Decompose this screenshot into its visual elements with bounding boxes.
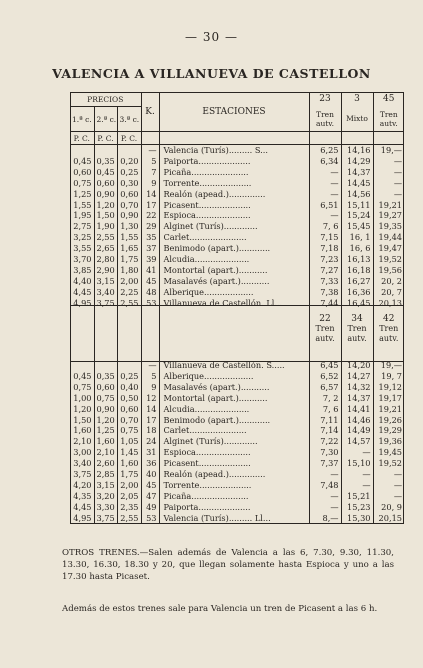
price-second: 2,10 [94, 447, 117, 458]
time-cell: 19,47 [373, 243, 404, 254]
price-third: 0,75 [117, 425, 141, 436]
price-second: 1,25 [94, 425, 117, 436]
price-second: 0,60 [94, 382, 117, 393]
km-cell: 39 [141, 254, 159, 265]
price-first: 4,95 [73, 512, 92, 523]
train-number: 45 [373, 92, 404, 107]
table-row [70, 156, 404, 167]
train-type: Mixto [341, 107, 373, 132]
class-header: 1.ª c. [70, 107, 94, 132]
time-cell: — [341, 469, 373, 480]
time-cell: 15,23 [341, 502, 373, 513]
price-first: 1,55 [73, 199, 92, 210]
time-cell: — [373, 469, 404, 480]
time-cell: 7,44 [309, 298, 341, 309]
train-number: 22 [319, 314, 331, 324]
table-row [70, 287, 404, 298]
time-cell: 20,13 [373, 298, 404, 309]
price-third: 0,40 [117, 382, 141, 393]
table-row [70, 469, 404, 480]
time-cell: 14,41 [341, 404, 373, 415]
time-cell: 6,45 [309, 360, 341, 371]
time-cell: 16,13 [341, 254, 373, 265]
time-cell: 15,11 [341, 200, 373, 211]
price-second: 0,35 [94, 156, 117, 167]
table-row [70, 265, 404, 276]
price-second: 2,55 [94, 232, 117, 243]
km-cell: 48 [141, 287, 159, 298]
time-cell: — [309, 210, 341, 221]
km-cell: 41 [141, 265, 159, 276]
price-third: 0,20 [117, 156, 141, 167]
price-first: 0,75 [73, 177, 92, 188]
time-cell: 7,11 [309, 415, 341, 426]
train-number: 42 [383, 314, 395, 324]
km-cell: 14 [141, 404, 159, 415]
price-first: 1,60 [73, 425, 92, 436]
train-type: Tren autv. [315, 324, 335, 343]
station-name: Paiporta.................... [159, 502, 309, 513]
price-third: 0,60 [117, 404, 141, 415]
table-row [70, 243, 404, 254]
price-second: 1,20 [94, 415, 117, 426]
time-cell: 14,56 [341, 189, 373, 200]
station-name: Torrente.................... [159, 178, 309, 189]
price-third: 1,30 [117, 221, 141, 232]
km-cell: 47 [141, 491, 159, 502]
station-name: Alginet (Turís)............. [159, 436, 309, 447]
price-first: 2,10 [73, 436, 92, 447]
table-row [70, 276, 404, 287]
price-third: 1,55 [117, 232, 141, 243]
price-third: 2,35 [117, 502, 141, 513]
time-cell: 19,21 [373, 404, 404, 415]
station-name: Valencia (Turís)......... S... [159, 145, 309, 156]
table-row [70, 513, 404, 524]
time-cell: 6,25 [309, 145, 341, 156]
time-cell: 7,15 [309, 232, 341, 243]
price-first: 1,95 [73, 210, 92, 221]
price-first: 0,75 [73, 381, 92, 392]
time-cell: 7,14 [309, 425, 341, 436]
time-cell: — [309, 167, 341, 178]
price-first: 0,60 [73, 166, 92, 177]
time-cell: — [341, 447, 373, 458]
train-number: 3 [341, 92, 373, 107]
price-first: 4,95 [73, 297, 92, 308]
table-row [70, 167, 404, 178]
time-cell: — [373, 156, 404, 167]
station-name: Picasent.................... [159, 458, 309, 469]
price-third: 1,45 [117, 447, 141, 458]
time-cell: 7,37 [309, 458, 341, 469]
km-cell: 31 [141, 447, 159, 458]
price-third: 1,80 [117, 265, 141, 276]
station-name: Valencia (Turís)......... Ll... [159, 513, 309, 524]
station-name: Alginet (Turís)............. [159, 221, 309, 232]
time-cell: 7,38 [309, 287, 341, 298]
time-cell: 15,30 [341, 513, 373, 524]
price-second: 3,20 [94, 491, 117, 502]
price-third: 2,55 [117, 513, 141, 524]
time-cell: 15,21 [341, 491, 373, 502]
time-cell: 19,21 [373, 200, 404, 211]
station-name: Villanueva de Castellón. S..... [159, 360, 309, 371]
train-type: Tren autv. [347, 324, 367, 343]
table-row [70, 189, 404, 200]
price-first: 1,00 [73, 392, 92, 403]
price-first: 4,45 [73, 286, 92, 297]
price-second: 3,15 [94, 276, 117, 287]
km-cell: 45 [141, 276, 159, 287]
price-second: 0,45 [94, 167, 117, 178]
price-third: 2,05 [117, 491, 141, 502]
price-second: 3,75 [94, 513, 117, 524]
station-name: Picasent.................... [159, 200, 309, 211]
time-cell: 6,57 [309, 382, 341, 393]
km-cell: 49 [141, 502, 159, 513]
table-row [70, 145, 404, 156]
price-first: 0,45 [73, 155, 92, 166]
time-cell: 19,26 [373, 415, 404, 426]
km-cell: 53 [141, 513, 159, 524]
price-first [70, 360, 94, 371]
price-third: 0,90 [117, 210, 141, 221]
km-cell: 14 [141, 189, 159, 200]
time-cell: — [309, 502, 341, 513]
timetable-header [70, 92, 404, 145]
price-first: 4,40 [73, 275, 92, 286]
pc-label: P. C. [94, 132, 117, 145]
time-cell: 7,22 [309, 436, 341, 447]
station-name: Realón (apead.).............. [159, 469, 309, 480]
class-header: 3.ª c. [117, 107, 141, 132]
time-cell: 20, 2 [373, 276, 404, 287]
time-cell: 14,37 [341, 393, 373, 404]
time-cell: 7,27 [309, 265, 341, 276]
price-third: 0,70 [117, 200, 141, 211]
km-cell: 40 [141, 469, 159, 480]
price-second: 0,90 [94, 404, 117, 415]
price-first: 3,85 [73, 264, 92, 275]
time-cell: 16, 6 [341, 243, 373, 254]
time-cell: — [341, 480, 373, 491]
table-row [70, 458, 404, 469]
km-cell: 24 [141, 436, 159, 447]
price-second: 2,65 [94, 243, 117, 254]
price-third: 1,75 [117, 254, 141, 265]
price-second: 3,15 [94, 480, 117, 491]
km-cell: 37 [141, 243, 159, 254]
table-row [70, 480, 404, 491]
precios-label: PRECIOS [87, 94, 124, 104]
time-cell: — [309, 491, 341, 502]
time-cell: 19,52 [373, 458, 404, 469]
time-cell: 20, 9 [373, 502, 404, 513]
table-row [70, 371, 404, 382]
table-row [70, 200, 404, 211]
time-cell: 19,12 [373, 382, 404, 393]
price-first: 3,25 [73, 232, 92, 243]
km-cell: 5 [141, 156, 159, 167]
time-cell: 14,29 [341, 156, 373, 167]
class-header: 2.ª c. [94, 107, 117, 132]
price-second [94, 360, 117, 371]
time-cell: 7,30 [309, 447, 341, 458]
km-header: K. [141, 92, 159, 132]
time-cell: 19,36 [373, 436, 404, 447]
table-row [70, 491, 404, 502]
station-name: Picaña...................... [159, 491, 309, 502]
train-type: Tren autv. [309, 107, 341, 132]
price-third: 2,00 [117, 480, 141, 491]
timetable-section-outbound [70, 145, 404, 309]
note-ademas: Además de estos trenes sale para Valencia un tren de Picasent a las 6 h. [62, 603, 378, 614]
km-cell: 36 [141, 458, 159, 469]
price-second: 3,30 [94, 502, 117, 513]
train-type: Tren autv. [373, 107, 404, 132]
price-second [94, 145, 117, 156]
price-second: 2,80 [94, 254, 117, 265]
station-name: Paiporta.................... [159, 156, 309, 167]
station-name: Carlet...................... [159, 425, 309, 436]
train-number: 23 [309, 92, 341, 107]
time-cell: 15,10 [341, 458, 373, 469]
station-name: Alcudia..................... [159, 404, 309, 415]
time-cell: 6,34 [309, 156, 341, 167]
price-third: 2,00 [117, 276, 141, 287]
station-name: Espioca..................... [159, 210, 309, 221]
station-name: Masalavés (apart.)........... [159, 382, 309, 393]
price-third [117, 360, 141, 371]
price-second: 1,90 [94, 221, 117, 232]
price-second: 1,50 [94, 210, 117, 221]
station-name: Benimodo (apart.)............ [159, 415, 309, 426]
time-cell: 19,44 [373, 232, 404, 243]
price-second: 2,90 [94, 265, 117, 276]
table-row [70, 360, 404, 371]
price-second: 0,60 [94, 178, 117, 189]
time-cell: 16, 1 [341, 232, 373, 243]
page-number: — 30 — [185, 30, 238, 44]
station-name: Alberique................... [159, 371, 309, 382]
train-number: 34 [351, 314, 363, 324]
pc-label: P. C. [117, 132, 141, 145]
time-cell: 16,27 [341, 276, 373, 287]
price-third: 1,60 [117, 458, 141, 469]
time-cell: 7, 2 [309, 393, 341, 404]
time-cell: 14,49 [341, 425, 373, 436]
table-row [70, 382, 404, 393]
price-first: 4,45 [73, 501, 92, 512]
estaciones-header: ESTACIONES [159, 92, 309, 132]
station-name: Alberique................... [159, 287, 309, 298]
time-cell: 7,23 [309, 254, 341, 265]
price-third: 1,75 [117, 469, 141, 480]
time-cell: — [373, 480, 404, 491]
time-cell: 14,45 [341, 178, 373, 189]
time-cell: — [373, 167, 404, 178]
price-first: 3,75 [73, 469, 92, 480]
time-cell: 20, 7 [373, 287, 404, 298]
time-cell: 14,27 [341, 371, 373, 382]
price-third: 2,25 [117, 287, 141, 298]
table-row [70, 415, 404, 426]
price-first: 1,25 [73, 188, 92, 199]
km-cell: 45 [141, 480, 159, 491]
station-name: Torrente.................... [159, 480, 309, 491]
km-cell: — [141, 145, 159, 156]
station-name: Espioca..................... [159, 447, 309, 458]
km-cell: 22 [141, 210, 159, 221]
time-cell: 19,52 [373, 254, 404, 265]
table-row [70, 447, 404, 458]
station-name: Montortal (apart.)........... [159, 265, 309, 276]
time-cell: — [309, 178, 341, 189]
price-third: 1,05 [117, 436, 141, 447]
price-third: 2,55 [117, 298, 141, 309]
price-first: 4,20 [73, 479, 92, 490]
timetable-header-return [70, 305, 404, 362]
time-cell: 19,45 [373, 447, 404, 458]
km-cell: 9 [141, 382, 159, 393]
km-cell: 53 [141, 298, 159, 309]
station-name: Masalavés (apart.)........... [159, 276, 309, 287]
time-cell: — [309, 469, 341, 480]
time-cell: 15,45 [341, 221, 373, 232]
price-first: 3,40 [73, 458, 92, 469]
table-row [70, 210, 404, 221]
km-cell: 7 [141, 167, 159, 178]
time-cell: 7,48 [309, 480, 341, 491]
pc-label: P. C. [70, 132, 94, 145]
table-row [70, 393, 404, 404]
station-name: Carlet...................... [159, 232, 309, 243]
time-cell: 6,52 [309, 371, 341, 382]
time-cell: 7,18 [309, 243, 341, 254]
time-cell: 16,36 [341, 287, 373, 298]
price-third: 0,30 [117, 178, 141, 189]
station-name: Picaña...................... [159, 167, 309, 178]
price-second: 0,75 [94, 393, 117, 404]
price-second: 3,40 [94, 287, 117, 298]
price-third: 0,25 [117, 371, 141, 382]
price-first: 2,75 [73, 221, 92, 232]
price-first: 1,20 [73, 403, 92, 414]
time-cell: 19,29 [373, 425, 404, 436]
price-third: 0,25 [117, 167, 141, 178]
station-name: Alcudia..................... [159, 254, 309, 265]
time-cell: 14,20 [341, 360, 373, 371]
price-first: 1,50 [73, 414, 92, 425]
time-cell: 19,56 [373, 265, 404, 276]
time-cell: 20,15 [373, 513, 404, 524]
timetable-section-return [70, 360, 404, 524]
km-cell: 17 [141, 200, 159, 211]
time-cell: 6,51 [309, 200, 341, 211]
price-first: 0,45 [73, 370, 92, 381]
price-third [117, 145, 141, 156]
price-second: 2,85 [94, 469, 117, 480]
price-first: 3,00 [73, 447, 92, 458]
time-cell: 16,18 [341, 265, 373, 276]
table-row [70, 232, 404, 243]
time-cell: 14,37 [341, 167, 373, 178]
note-otros-trenes: OTROS TRENES.—Salen además de Valencia a las 6, 7.30, 9.30, 11.30, 13.30, 16.30, 18.30 y 20, que llegan solamente hasta Espioca y uno a las 17.30 hasta Picaset. [62, 547, 394, 582]
table-row [70, 404, 404, 415]
km-cell: 17 [141, 415, 159, 426]
price-first [70, 145, 94, 156]
time-cell: 19,17 [373, 393, 404, 404]
time-cell: 16,45 [341, 298, 373, 309]
km-cell: 29 [141, 221, 159, 232]
time-cell: 19,35 [373, 221, 404, 232]
price-first: 3,55 [73, 243, 92, 254]
time-cell: 7, 6 [309, 221, 341, 232]
table-row [70, 221, 404, 232]
km-cell: 9 [141, 178, 159, 189]
price-third: 0,60 [117, 189, 141, 200]
price-first: 4,35 [73, 490, 92, 501]
time-cell: 14,32 [341, 382, 373, 393]
time-cell: 15,24 [341, 210, 373, 221]
price-second: 1,60 [94, 436, 117, 447]
station-name: Realón (apead.).............. [159, 189, 309, 200]
km-cell: — [141, 360, 159, 371]
km-cell: 35 [141, 232, 159, 243]
price-third: 0,70 [117, 415, 141, 426]
time-cell: — [309, 189, 341, 200]
price-third: 1,65 [117, 243, 141, 254]
time-cell: 19,— [373, 360, 404, 371]
station-name: Benimodo (apart.)............ [159, 243, 309, 254]
price-second: 1,20 [94, 200, 117, 211]
time-cell: 14,57 [341, 436, 373, 447]
table-row [70, 425, 404, 436]
time-cell: 19,27 [373, 210, 404, 221]
price-first: 3,70 [73, 254, 92, 265]
station-name: Montortal (apart.)........... [159, 393, 309, 404]
time-cell: 19, 7 [373, 371, 404, 382]
price-second: 0,90 [94, 189, 117, 200]
price-second: 3,75 [94, 298, 117, 309]
price-second: 0,35 [94, 371, 117, 382]
time-cell: — [373, 178, 404, 189]
train-type: Tren autv. [379, 324, 399, 343]
km-cell: 5 [141, 371, 159, 382]
km-cell: 12 [141, 393, 159, 404]
table-row [70, 502, 404, 513]
price-second: 2,60 [94, 458, 117, 469]
time-cell: 14,46 [341, 415, 373, 426]
table-row [70, 254, 404, 265]
station-name: Villanueva de Castellón. Ll... [159, 298, 309, 309]
km-cell: 18 [141, 425, 159, 436]
time-cell: — [373, 491, 404, 502]
time-cell: 19,— [373, 145, 404, 156]
page-title: VALENCIA A VILLANUEVA DE CASTELLON [52, 66, 371, 81]
time-cell: 7, 6 [309, 404, 341, 415]
table-row [70, 178, 404, 189]
time-cell: 8,— [309, 513, 341, 524]
time-cell: 14,16 [341, 145, 373, 156]
price-third: 0,50 [117, 393, 141, 404]
time-cell: — [373, 189, 404, 200]
time-cell: 7,33 [309, 276, 341, 287]
table-row [70, 436, 404, 447]
